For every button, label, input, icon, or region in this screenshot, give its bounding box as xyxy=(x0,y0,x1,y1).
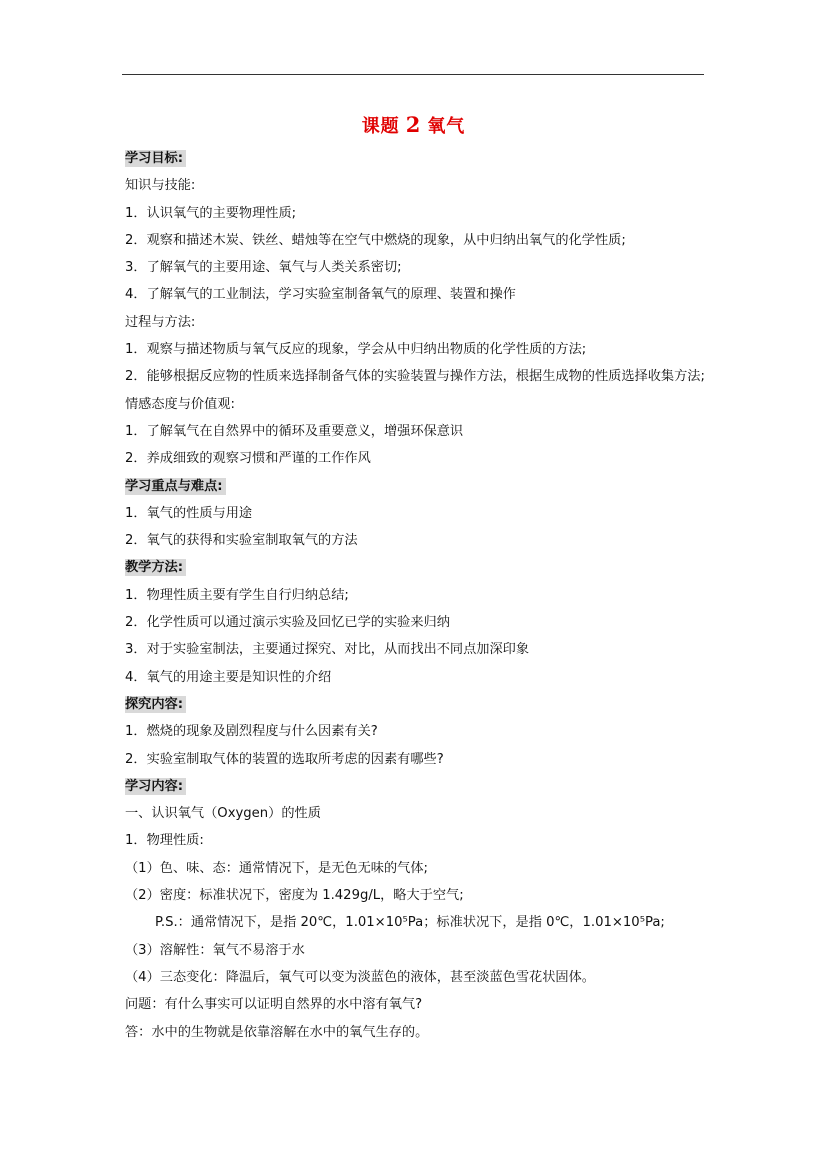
section-heading-label: 学习目标: xyxy=(125,150,186,167)
section-heading xyxy=(125,554,710,581)
text-line: （3）溶解性：氧气不易溶于水 xyxy=(125,942,305,958)
note-line: P.S.：通常情况下，是指 20℃，1.01×10⁵Pa；标准状况下，是指 0℃，1.01×10⁵Pa; xyxy=(155,915,665,931)
text-line: 1．了解氧气在自然界中的循环及重要意义，增强环保意识 xyxy=(125,423,464,439)
text-line: 答：水中的生物就是依靠溶解在水中的氧气生存的。 xyxy=(125,1024,429,1040)
text-line: 知识与技能: xyxy=(125,178,196,194)
text-line: （4）三态变化：降温后，氧气可以变为淡蓝色的液体，甚至淡蓝色雪花状固体。 xyxy=(125,969,595,985)
text-line: 1．物理性质主要有学生自行归纳总结; xyxy=(125,587,349,603)
section-heading xyxy=(125,145,710,172)
title-number: 2 xyxy=(405,112,422,137)
section-heading-label: 探究内容: xyxy=(125,696,186,713)
text-line: 2．氧气的获得和实验室制取氧气的方法 xyxy=(125,533,358,549)
text-line: 2．化学性质可以通过演示实验及回忆已学的实验来归纳 xyxy=(125,615,450,631)
text-line: 2．养成细致的观察习惯和严谨的工作作风 xyxy=(125,451,371,467)
text-line: （2）密度：标准状况下，密度为 1.429g/L，略大于空气; xyxy=(125,888,464,904)
text-line: 4．了解氧气的工业制法，学习实验室制备氧气的原理、装置和操作 xyxy=(125,287,516,303)
text-line: 2．能够根据反应物的性质来选择制备气体的实验装置与操作方法，根据生成物的性质选择收集方法; xyxy=(125,369,705,385)
section-heading-label: 学习重点与难点: xyxy=(125,478,226,495)
text-line: 1．氧气的性质与用途 xyxy=(125,505,253,521)
text-line: 3．对于实验室制法，主要通过探究、对比，从而找出不同点加深印象 xyxy=(125,642,530,658)
page-title xyxy=(0,112,827,138)
header-rule xyxy=(122,74,704,75)
text-line: 过程与方法: xyxy=(125,314,196,330)
text-line: 2．观察和描述木炭、铁丝、蜡烛等在空气中燃烧的现象，从中归纳出氧气的化学性质; xyxy=(125,232,626,248)
title-suffix: 氧气 xyxy=(427,116,466,137)
section-heading xyxy=(125,473,710,500)
text-line: 2．实验室制取气体的装置的选取所考虑的因素有哪些? xyxy=(125,751,444,767)
text-line: 问题：有什么事实可以证明自然界的水中溶有氧气? xyxy=(125,997,423,1013)
title-prefix: 课题 xyxy=(361,116,400,137)
text-line: 4．氧气的用途主要是知识性的介绍 xyxy=(125,669,332,685)
text-line: 1．燃烧的现象及剧烈程度与什么因素有关? xyxy=(125,724,378,740)
section-heading-label: 学习内容: xyxy=(125,778,186,795)
text-line: 3．了解氧气的主要用途、氧气与人类关系密切; xyxy=(125,260,402,276)
text-line: 1．认识氧气的主要物理性质; xyxy=(125,205,297,221)
text-line: 1．观察与描述物质与氧气反应的现象，学会从中归纳出物质的化学性质的方法; xyxy=(125,342,587,358)
document-body xyxy=(125,145,710,1046)
text-line: 1．物理性质: xyxy=(125,833,204,849)
section-heading xyxy=(125,773,710,800)
text-line: （1）色、味、态：通常情况下，是无色无味的气体; xyxy=(125,860,428,876)
section-heading xyxy=(125,691,710,718)
text-line: 情感态度与价值观: xyxy=(125,396,235,412)
text-line: 一、认识氧气（Oxygen）的性质 xyxy=(125,806,321,822)
section-heading-label: 教学方法: xyxy=(125,559,186,576)
